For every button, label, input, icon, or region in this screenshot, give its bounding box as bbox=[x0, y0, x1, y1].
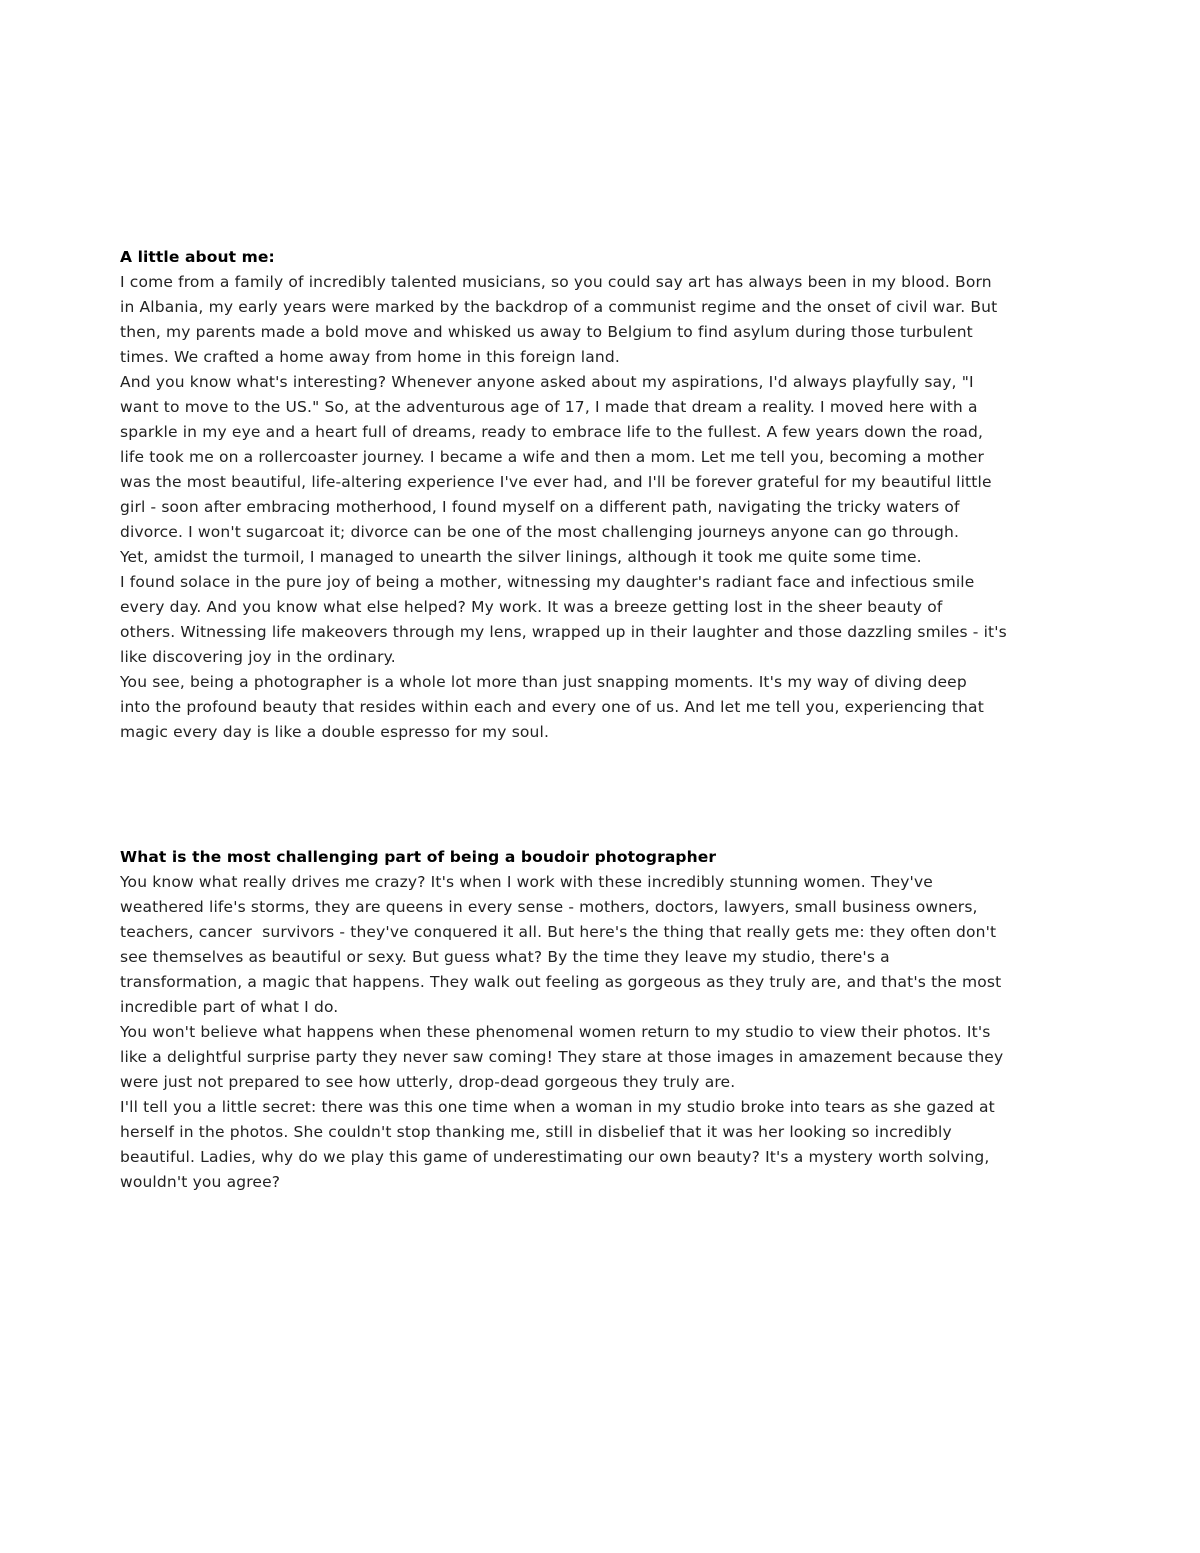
text-line: incredible part of what I do. bbox=[120, 998, 339, 1016]
text-line: others. Witnessing life makeovers through my lens, wrapped up in their laughter and those dazzling smiles - it's bbox=[120, 623, 1007, 641]
text-line: sparkle in my eye and a heart full of dreams, ready to embrace life to the fullest. A few years down the road, bbox=[120, 423, 984, 441]
text-line: You know what really drives me crazy? It's when I work with these incredibly stunning women. They've bbox=[120, 873, 933, 891]
text-line: magic every day is like a double espresso for my soul. bbox=[120, 723, 550, 741]
section-heading: What is the most challenging part of being a boudoir photographer bbox=[120, 848, 717, 866]
text-line: I'll tell you a little secret: there was this one time when a woman in my studio broke into tears as she gazed at bbox=[120, 1098, 995, 1116]
text-line: beautiful. Ladies, why do we play this game of underestimating our own beauty? It's a mystery worth solving, bbox=[120, 1148, 990, 1166]
text-line: Yet, amidst the turmoil, I managed to unearth the silver linings, although it took me quite some time. bbox=[120, 548, 922, 566]
text-line: times. We crafted a home away from home in this foreign land. bbox=[120, 348, 620, 366]
text-line: girl - soon after embracing motherhood, I found myself on a different path, navigating the tricky waters of bbox=[120, 498, 960, 516]
text-line: life took me on a rollercoaster journey. I became a wife and then a mom. Let me tell you, becoming a mother bbox=[120, 448, 984, 466]
text-line: every day. And you know what else helped? My work. It was a breeze getting lost in the sheer beauty of bbox=[120, 598, 943, 616]
text-line: And you know what's interesting? Whenever anyone asked about my aspirations, I'd always playfully say, "I bbox=[120, 373, 974, 391]
section-heading: A little about me: bbox=[120, 248, 275, 266]
text-line: You won't believe what happens when these phenomenal women return to my studio to view their photos. It's bbox=[120, 1023, 991, 1041]
text-line: transformation, a magic that happens. They walk out feeling as gorgeous as they truly are, and that's the most bbox=[120, 973, 1002, 991]
text-line: was the most beautiful, life-altering experience I've ever had, and I'll be forever grateful for my beautiful little bbox=[120, 473, 992, 491]
text-line: into the profound beauty that resides within each and every one of us. And let me tell you, experiencing that bbox=[120, 698, 984, 716]
text-line: weathered life's storms, they are queens in every sense - mothers, doctors, lawyers, small business owners, bbox=[120, 898, 978, 916]
text-line: You see, being a photographer is a whole lot more than just snapping moments. It's my way of diving deep bbox=[120, 673, 967, 691]
text-line: divorce. I won't sugarcoat it; divorce can be one of the most challenging journeys anyone can go through. bbox=[120, 523, 960, 541]
text-line: in Albania, my early years were marked by the backdrop of a communist regime and the onset of civil war. But bbox=[120, 298, 998, 316]
text-line: wouldn't you agree? bbox=[120, 1173, 281, 1191]
text-line: I found solace in the pure joy of being a mother, witnessing my daughter's radiant face and infectious smile bbox=[120, 573, 975, 591]
text-line: then, my parents made a bold move and whisked us away to Belgium to find asylum during those turbulent bbox=[120, 323, 973, 341]
challenging-part-section bbox=[120, 845, 1080, 1195]
text-line: want to move to the US." So, at the adventurous age of 17, I made that dream a reality. I moved here with a bbox=[120, 398, 978, 416]
section-body bbox=[120, 870, 1080, 1195]
section-body bbox=[120, 270, 1080, 745]
text-line: see themselves as beautiful or sexy. But guess what? By the time they leave my studio, there's a bbox=[120, 948, 890, 966]
text-line: were just not prepared to see how utterly, drop-dead gorgeous they truly are. bbox=[120, 1073, 736, 1091]
text-line: teachers, cancer survivors - they've conquered it all. But here's the thing that really gets me: they often don't bbox=[120, 923, 997, 941]
text-line: I come from a family of incredibly talented musicians, so you could say art has always been in my blood. Born bbox=[120, 273, 992, 291]
text-line: herself in the photos. She couldn't stop thanking me, still in disbelief that it was her looking so incredibly bbox=[120, 1123, 952, 1141]
text-line: like a delightful surprise party they never saw coming! They stare at those images in amazement because they bbox=[120, 1048, 1004, 1066]
text-line: like discovering joy in the ordinary. bbox=[120, 648, 396, 666]
about-me-section bbox=[120, 245, 1080, 745]
